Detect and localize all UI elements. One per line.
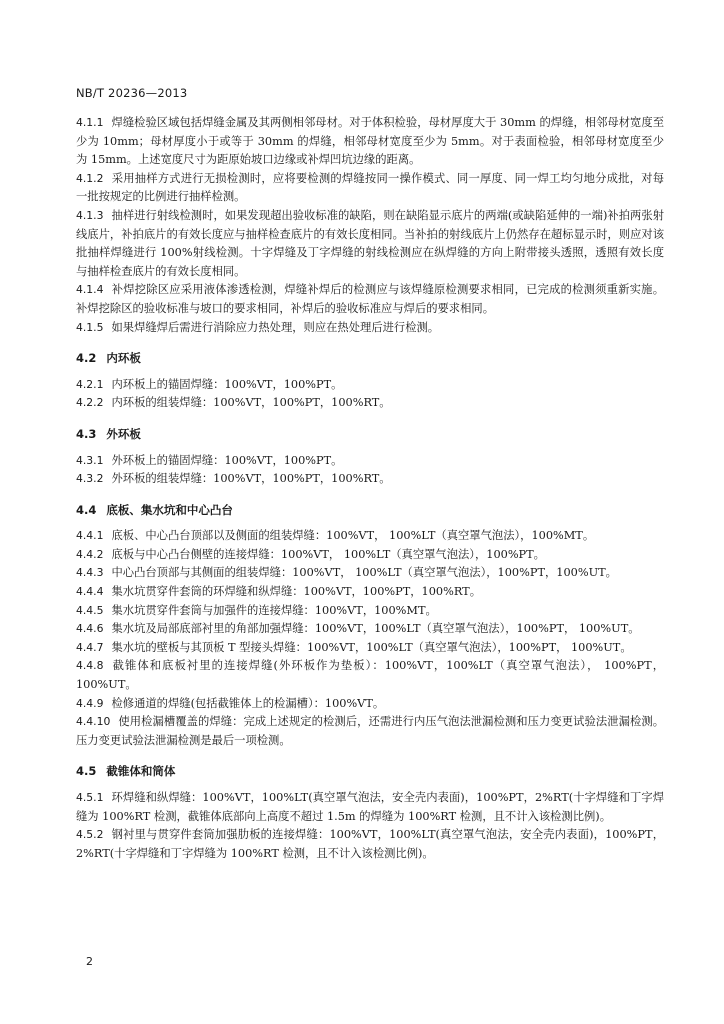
clause-paragraph	[76, 114, 664, 170]
clause-number: 4.1.5	[76, 320, 104, 334]
section-heading-4-5: 4.5 截锥体和筒体	[76, 764, 176, 779]
clause-paragraph	[76, 207, 664, 281]
clause-number: 4.5.2	[76, 828, 104, 842]
clause-number: 4.2.1	[76, 377, 104, 391]
clause-paragraph	[76, 583, 664, 602]
clause-4-1-list	[76, 114, 664, 337]
clause-paragraph	[76, 376, 664, 395]
clause-paragraph	[76, 170, 664, 207]
clause-text: 中心凸台顶部与其侧面的组装焊缝：100%VT， 100%LT（真空罩气泡法），100%PT，100%UT。	[111, 566, 617, 580]
clause-number: 4.1.2	[76, 171, 104, 185]
clause-text: 使用检漏槽覆盖的焊缝：完成上述规定的检测后，还需进行内压气泡法泄漏检测和压力变更试验法泄漏检测。压力变更试验法泄漏检测是最后一项检测。	[76, 715, 664, 747]
clause-paragraph	[76, 452, 664, 471]
clause-text: 检修通道的焊缝(包括截锥体上的检漏槽）：100%VT。	[111, 696, 385, 710]
clause-number: 4.3.1	[76, 453, 104, 467]
clause-text: 内环板上的锚固焊缝：100%VT，100%PT。	[111, 377, 343, 391]
clause-4-2-list	[76, 376, 664, 413]
clause-paragraph	[76, 394, 664, 413]
clause-number: 4.1.3	[76, 208, 104, 222]
clause-number: 4.4.4	[76, 585, 104, 599]
clause-paragraph	[76, 602, 664, 621]
clause-number: 4.4.5	[76, 603, 104, 617]
clause-paragraph	[76, 527, 664, 546]
clause-text: 底板、中心凸台顶部以及侧面的组装焊缝：100%VT， 100%LT（真空罩气泡法），100%MT。	[111, 529, 595, 543]
clause-number: 4.5.1	[76, 791, 104, 804]
clause-text: 环焊缝和纵焊缝：100%VT，100%LT(真空罩气泡法，安全壳内表面)，100%PT，2%RT(十字焊缝和丁字焊缝为 100%RT 检测，截锥体底部向上高度不超过 1.5m 的焊缝为 100%RT 检测，且不计入该检测比例)。	[76, 791, 664, 823]
clause-4-3-list	[76, 452, 664, 489]
clause-number: 4.2.2	[76, 396, 104, 410]
page-number: 2	[86, 955, 93, 968]
section-heading-4-2: 4.2 内环板	[76, 351, 141, 366]
clause-text: 补焊挖除区应采用液体渗透检测，焊缝补焊后的检测应与该焊缝原检测要求相同，已完成的检测须重新实施。补焊挖除区的验收标准与坡口的要求相同，补焊后的验收标准应与焊后的要求相同。	[76, 283, 664, 315]
clause-text: 集水坑的壁板与其顶板 T 型接头焊缝：100%VT，100%LT（真空罩气泡法），100%PT， 100%UT。	[111, 640, 632, 654]
clause-paragraph	[76, 564, 664, 583]
section-heading-4-3: 4.3 外环板	[76, 426, 141, 441]
clause-paragraph	[76, 826, 664, 863]
clause-4-4-list	[76, 527, 664, 750]
clause-number: 4.4.6	[76, 622, 104, 636]
clause-number: 4.4.8	[76, 659, 104, 673]
clause-paragraph	[76, 657, 664, 694]
clause-number: 4.1.1	[76, 116, 104, 129]
clause-text: 钢衬里与贯穿件套筒加强肋板的连接焊缝：100%VT，100%LT(真空罩气泡法，安全壳内表面)，100%PT，2%RT(十字焊缝和丁字焊缝为 100%RT 检测，且不计入该检测比例)。	[76, 828, 664, 860]
clause-paragraph	[76, 695, 664, 714]
clause-paragraph	[76, 639, 664, 658]
clause-4-5-list	[76, 789, 664, 863]
clause-paragraph	[76, 281, 664, 318]
clause-text: 外环板上的锚固焊缝：100%VT，100%PT。	[111, 453, 343, 467]
clause-number: 4.3.2	[76, 472, 104, 486]
clause-text: 外环板的组装焊缝：100%VT，100%PT，100%RT。	[111, 472, 391, 486]
clause-text: 截锥体和底板衬里的连接焊缝(外环板作为垫板）：100%VT，100%LT（真空罩气泡法）， 100%PT，100%UT。	[76, 659, 664, 692]
page-body	[76, 114, 664, 863]
clause-text: 集水坑及局部底部衬里的角部加强焊缝：100%VT，100%LT（真空罩气泡法），100%PT， 100%UT。	[111, 622, 640, 636]
clause-paragraph	[76, 546, 664, 565]
section-heading-4-4: 4.4 底板、集水坑和中心凸台	[76, 502, 233, 517]
clause-paragraph	[76, 470, 664, 489]
clause-text: 如果焊缝焊后需进行消除应力热处理，则应在热处理后进行检测。	[111, 320, 440, 334]
clause-number: 4.4.7	[76, 640, 104, 654]
clause-text: 焊缝检验区域包括焊缝金属及其两侧相邻母材。对于体积检验，母材厚度大于 30mm 的焊缝，相邻母材宽度至少为 10mm；母材厚度小于或等于 30mm 的焊缝，相邻母材宽度至少为 5mm。对于表面检验，相邻母材宽度至少为 15mm。上述宽度尺寸为距原始坡口边缘或补焊凹坑边缘的距离。	[76, 116, 664, 167]
clause-text: 抽样进行射线检测时，如果发现超出验收标准的缺陷，则在缺陷显示底片的两端(或缺陷延伸的一端)补拍两张射线底片，补拍底片的有效长度应与抽样检查底片的有效长度相同。当补拍的射线底片上仍然存在超标显示时，则应对该批抽样焊缝进行 100%射线检测。十字焊缝及丁字焊缝的射线检测应在纵焊缝的方向上附带接头透照，透照有效长度与抽样检查底片的有效长度相同。	[76, 208, 664, 278]
clause-text: 内环板的组装焊缝：100%VT，100%PT，100%RT。	[111, 396, 391, 410]
clause-number: 4.4.2	[76, 547, 104, 561]
clause-number: 4.4.1	[76, 529, 104, 543]
clause-number: 4.4.9	[76, 696, 104, 710]
clause-text: 采用抽样方式进行无损检测时，应将要检测的焊缝按同一操作模式、同一厚度、同一焊工均匀地分成批，对每一批按规定的比例进行抽样检测。	[76, 171, 664, 204]
clause-text: 集水坑贯穿件套筒的环焊缝和纵焊缝：100%VT，100%PT，100%RT。	[111, 585, 481, 599]
clause-number: 4.1.4	[76, 283, 104, 297]
clause-paragraph	[76, 789, 664, 826]
clause-paragraph	[76, 319, 664, 338]
clause-text: 底板与中心凸台侧壁的连接焊缝：100%VT， 100%LT（真空罩气泡法），100%PT。	[111, 547, 545, 561]
clause-number: 4.4.10	[76, 715, 111, 729]
clause-number: 4.4.3	[76, 566, 104, 580]
clause-paragraph	[76, 713, 664, 750]
document-code: NB/T 20236—2013	[76, 86, 188, 100]
clause-text: 集水坑贯穿件套筒与加强件的连接焊缝：100%VT，100%MT。	[111, 603, 437, 617]
clause-paragraph	[76, 620, 664, 639]
